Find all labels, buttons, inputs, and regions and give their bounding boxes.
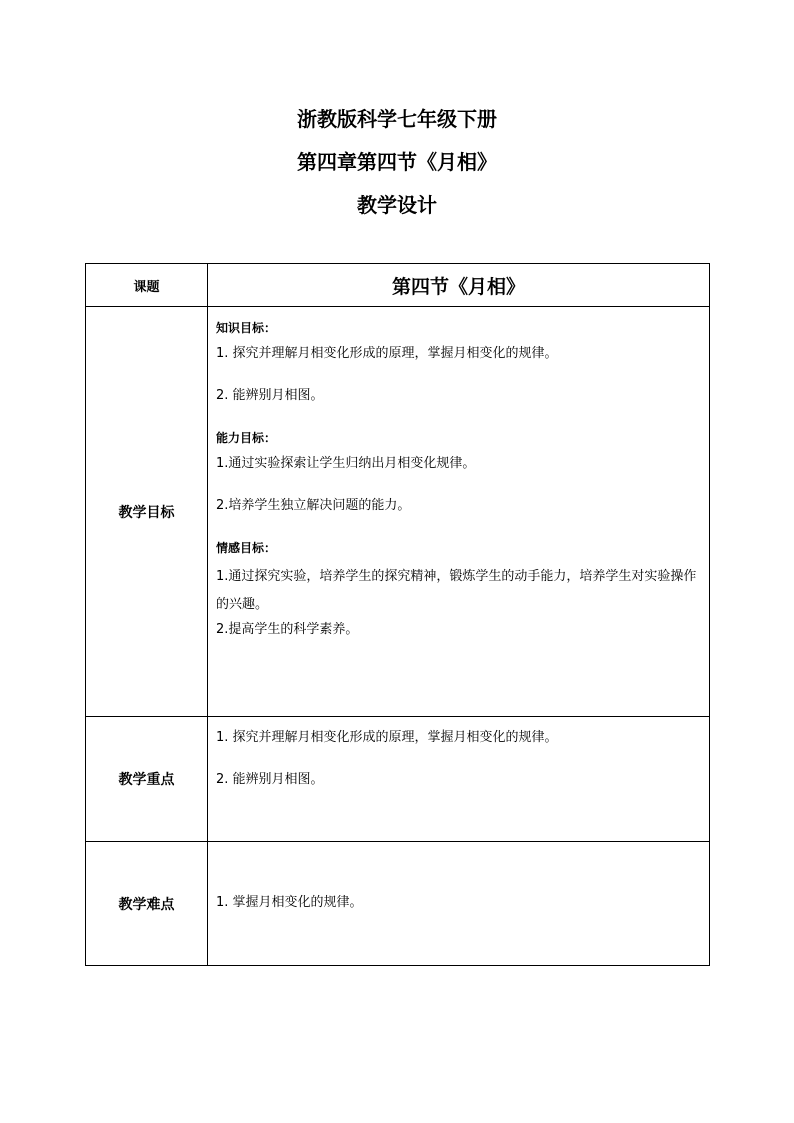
knowledge-objectives-title: 知识目标：	[216, 321, 277, 335]
key-point-item: 1. 探究并理解月相变化形成的原理，掌握月相变化的规律。	[216, 730, 558, 745]
document-title-textbook: 浙教版科学七年级下册	[297, 107, 497, 131]
table-row-topic	[86, 264, 710, 307]
table-row-key-points	[86, 717, 710, 842]
document-title-chapter: 第四章第四节《月相》	[297, 150, 497, 174]
key-points-label: 教学重点	[86, 717, 208, 842]
topic-label: 课题	[86, 264, 208, 307]
knowledge-objective-item: 2. 能辨别月相图。	[216, 388, 324, 403]
lesson-plan-table	[85, 263, 710, 966]
difficulties-label: 教学难点	[86, 842, 208, 966]
document-title-type: 教学设计	[357, 193, 437, 217]
difficulties-content	[208, 842, 710, 966]
key-points-content	[208, 717, 710, 842]
ability-objectives-title: 能力目标：	[216, 431, 277, 445]
emotion-objective-item: 1.通过探究实验，培养学生的探究精神，锻炼学生的动手能力，培养学生对实验操作的兴趣。	[216, 569, 697, 612]
ability-objective-item: 1.通过实验探索让学生归纳出月相变化规律。	[216, 456, 476, 471]
objectives-label: 教学目标	[86, 307, 208, 717]
key-point-item: 2. 能辨别月相图。	[216, 772, 324, 787]
ability-objective-item: 2.培养学生独立解决问题的能力。	[216, 498, 411, 513]
emotion-objective-item: 2.提高学生的科学素养。	[216, 622, 359, 637]
objectives-content	[208, 307, 710, 717]
table-row-objectives	[86, 307, 710, 717]
table-row-difficulties	[86, 842, 710, 966]
document-title-block	[0, 104, 794, 233]
knowledge-objective-item: 1. 探究并理解月相变化形成的原理，掌握月相变化的规律。	[216, 346, 558, 361]
emotion-objectives-title: 情感目标：	[216, 541, 277, 555]
difficulty-item: 1. 掌握月相变化的规律。	[216, 894, 363, 910]
topic-value: 第四节《月相》	[208, 264, 710, 307]
